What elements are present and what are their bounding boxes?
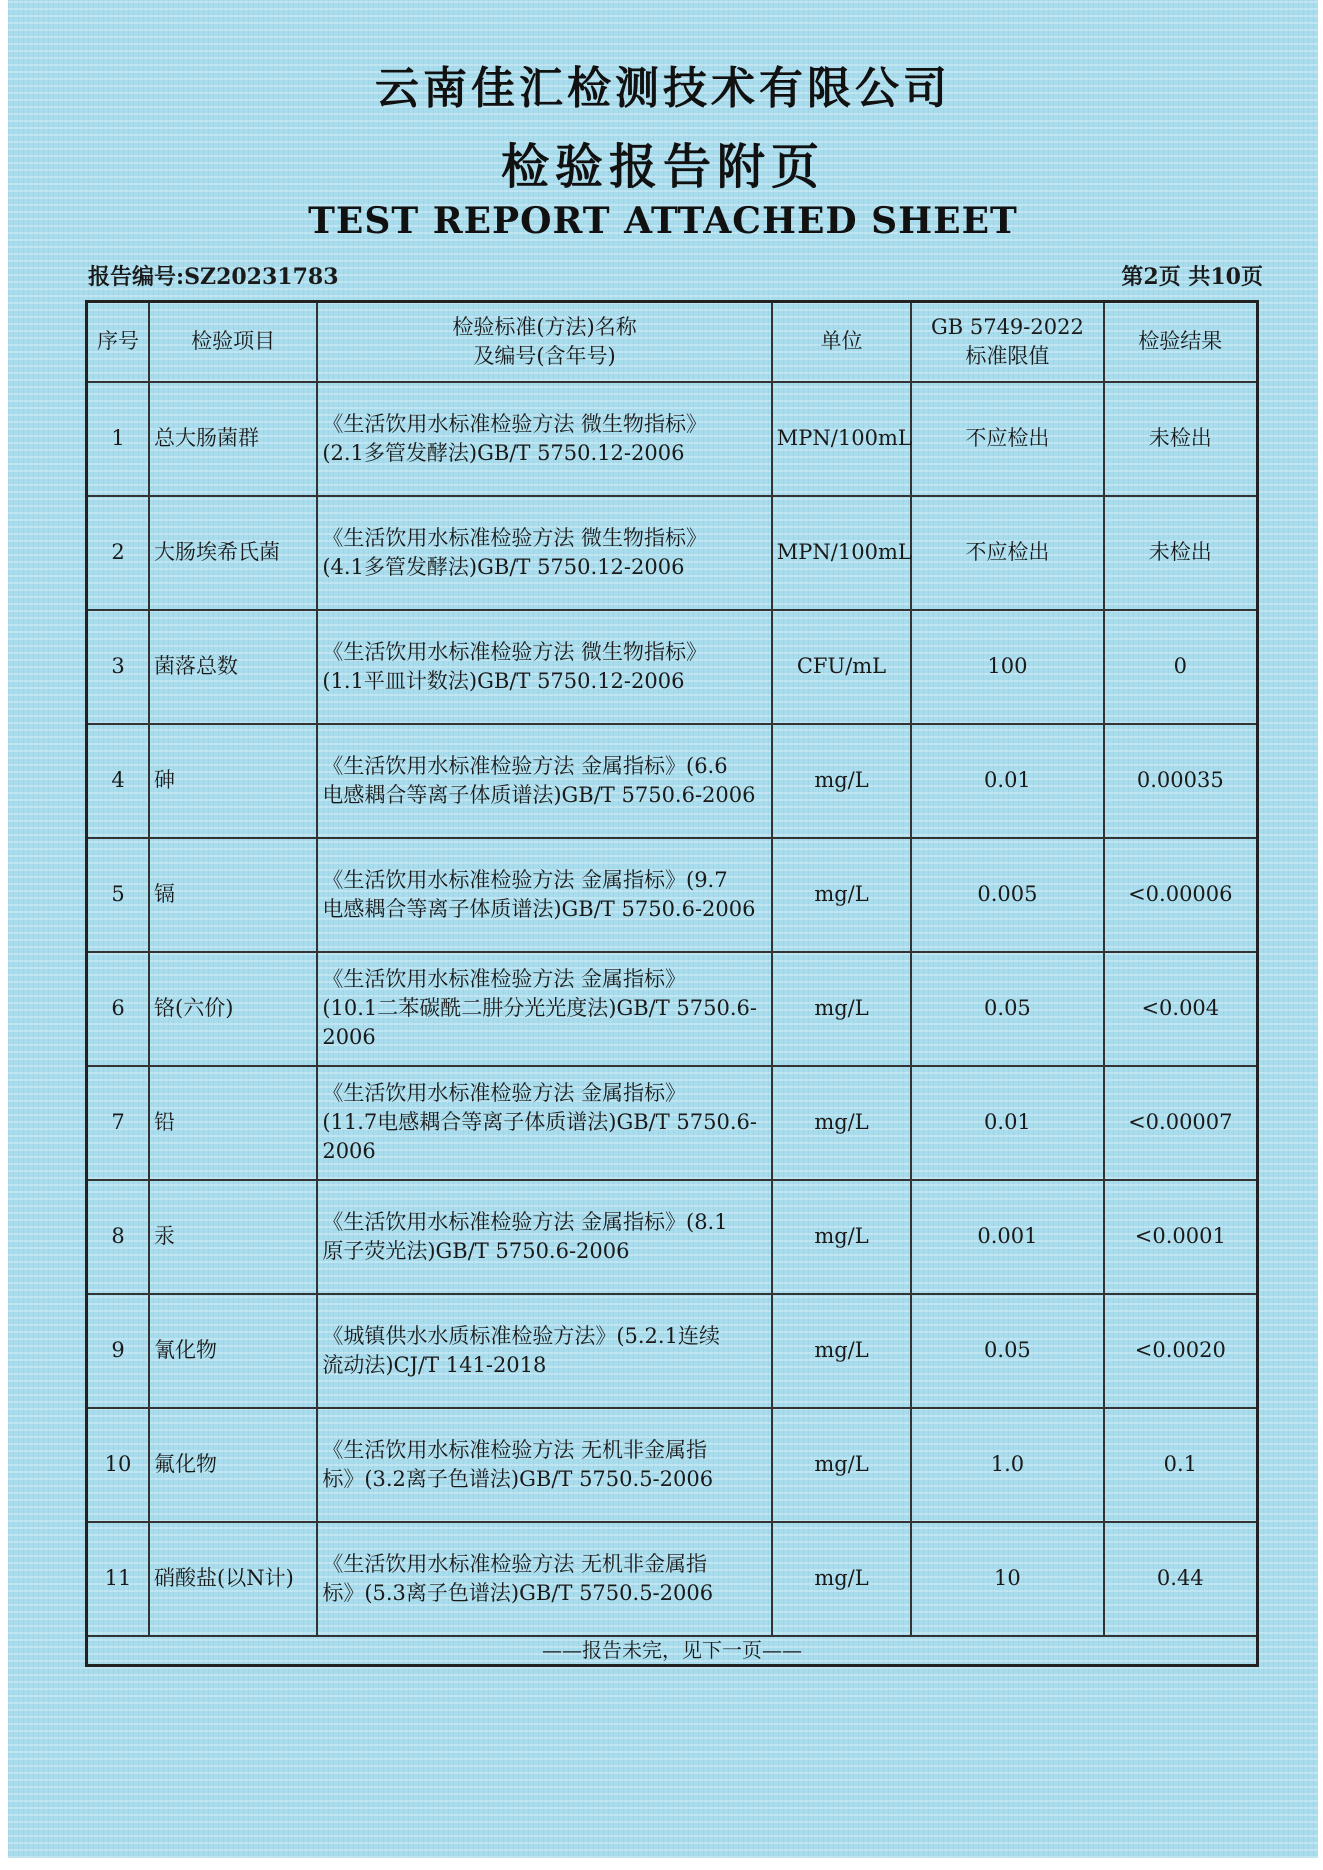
page-title-english: TEST REPORT ATTACHED SHEET (308, 200, 1018, 242)
cell-item: 大肠埃希氏菌 (149, 496, 317, 610)
method-line: (11.7电感耦合等离子体质谱法)GB/T 5750.6- (322, 1110, 758, 1134)
cell-seq: 10 (87, 1408, 150, 1522)
col-header-method-line1: 检验标准(方法)名称 (452, 314, 637, 339)
col-header-limit (911, 302, 1103, 382)
cell-limit: 不应检出 (911, 382, 1103, 496)
method-line: 流动法)CJ/T 141-2018 (322, 1352, 547, 1377)
cell-method (317, 496, 771, 610)
cell-item: 铬(六价) (149, 952, 317, 1066)
cell-result: <0.00007 (1104, 1066, 1258, 1180)
cell-item: 总大肠菌群 (149, 382, 317, 496)
method-line: (1.1平皿计数法)GB/T 5750.12-2006 (322, 668, 685, 693)
report-number: 报告编号:SZ20231783 (88, 264, 339, 290)
cell-result: 0 (1104, 610, 1258, 724)
table-row (87, 838, 1258, 952)
cell-limit: 0.001 (911, 1180, 1103, 1294)
cell-seq: 1 (87, 382, 150, 496)
method-line: 原子荧光法)GB/T 5750.6-2006 (322, 1238, 630, 1263)
cell-unit: mg/L (772, 724, 911, 838)
method-line: 《生活饮用水标准检验方法 金属指标》 (322, 1081, 687, 1105)
cell-result: <0.00006 (1104, 838, 1258, 952)
method-line: (10.1二苯碳酰二肼分光光度法)GB/T 5750.6- (322, 996, 758, 1020)
cell-item: 砷 (149, 724, 317, 838)
cell-seq: 2 (87, 496, 150, 610)
cell-seq: 8 (87, 1180, 150, 1294)
cell-method (317, 1294, 771, 1408)
method-line: 《生活饮用水标准检验方法 无机非金属指 (322, 1551, 708, 1576)
method-line: 《生活饮用水标准检验方法 金属指标》 (322, 967, 687, 991)
cell-item: 铅 (149, 1066, 317, 1180)
cell-result: 未检出 (1104, 496, 1258, 610)
method-line: 电感耦合等离子体质谱法)GB/T 5750.6-2006 (322, 896, 756, 921)
table-row (87, 1294, 1258, 1408)
table-row (87, 496, 1258, 610)
method-line: (2.1多管发酵法)GB/T 5750.12-2006 (322, 440, 685, 465)
method-line: 《城镇供水水质标准检验方法》(5.2.1连续 (322, 1323, 720, 1348)
col-header-method (317, 302, 771, 382)
col-header-limit-line1: GB 5749-2022 (930, 314, 1084, 339)
method-line: 《生活饮用水标准检验方法 微生物指标》 (322, 525, 708, 550)
cell-limit: 0.05 (911, 952, 1103, 1066)
method-line: 《生活饮用水标准检验方法 无机非金属指 (322, 1437, 708, 1462)
cell-method (317, 1180, 771, 1294)
cell-limit: 0.01 (911, 1066, 1103, 1180)
method-line: 2006 (322, 1025, 376, 1049)
cell-result: 0.1 (1104, 1408, 1258, 1522)
method-line: (4.1多管发酵法)GB/T 5750.12-2006 (322, 554, 685, 579)
cell-limit: 0.05 (911, 1294, 1103, 1408)
company-name: 云南佳汇检测技术有限公司 (375, 63, 951, 114)
table-row (87, 1408, 1258, 1522)
cell-unit: mg/L (772, 1066, 911, 1180)
table-row (87, 952, 1258, 1066)
cell-item: 硝酸盐(以N计) (149, 1522, 317, 1636)
cell-result: <0.0001 (1104, 1180, 1258, 1294)
cell-unit: mg/L (772, 838, 911, 952)
cell-limit: 100 (911, 610, 1103, 724)
page-title: 检验报告附页 (500, 139, 825, 195)
cell-unit: mg/L (772, 1408, 911, 1522)
cell-seq: 4 (87, 724, 150, 838)
method-line: 《生活饮用水标准检验方法 金属指标》(9.7 (322, 867, 728, 892)
table-row (87, 1522, 1258, 1636)
report-sheet (8, 0, 1318, 1858)
method-line: 标》(5.3离子色谱法)GB/T 5750.5-2006 (322, 1580, 714, 1605)
table-row (87, 1180, 1258, 1294)
cell-result: 0.44 (1104, 1522, 1258, 1636)
cell-unit: MPN/100mL (772, 496, 911, 610)
method-line: 电感耦合等离子体质谱法)GB/T 5750.6-2006 (322, 782, 756, 807)
cell-limit: 0.01 (911, 724, 1103, 838)
method-line: 《生活饮用水标准检验方法 金属指标》(8.1 (322, 1209, 728, 1234)
col-header-method-line2: 及编号(含年号) (473, 343, 616, 368)
cell-result: 0.00035 (1104, 724, 1258, 838)
cell-item: 菌落总数 (149, 610, 317, 724)
method-line: 2006 (322, 1139, 376, 1163)
cell-unit: mg/L (772, 1180, 911, 1294)
cell-limit: 1.0 (911, 1408, 1103, 1522)
cell-seq: 6 (87, 952, 150, 1066)
cell-item: 氟化物 (149, 1408, 317, 1522)
method-line: 《生活饮用水标准检验方法 微生物指标》 (322, 411, 708, 436)
cell-method (317, 1522, 771, 1636)
cell-seq: 3 (87, 610, 150, 724)
table-row (87, 724, 1258, 838)
cell-unit: CFU/mL (772, 610, 911, 724)
col-header-item: 检验项目 (149, 302, 317, 382)
col-header-limit-line2: 标准限值 (965, 343, 1050, 368)
cell-unit: mg/L (772, 1294, 911, 1408)
cell-seq: 9 (87, 1294, 150, 1408)
col-header-seq: 序号 (87, 302, 150, 382)
table-row (87, 1066, 1258, 1180)
table-footer-row (87, 1636, 1258, 1666)
method-line: 《生活饮用水标准检验方法 微生物指标》 (322, 639, 708, 664)
cell-unit: mg/L (772, 952, 911, 1066)
cell-method (317, 838, 771, 952)
cell-method (317, 382, 771, 496)
cell-seq: 5 (87, 838, 150, 952)
table-header-row (87, 302, 1258, 382)
continued-note: ——报告未完，见下一页—— (87, 1636, 1258, 1666)
cell-seq: 7 (87, 1066, 150, 1180)
col-header-unit: 单位 (772, 302, 911, 382)
cell-item: 氰化物 (149, 1294, 317, 1408)
cell-method (317, 724, 771, 838)
col-header-result: 检验结果 (1104, 302, 1258, 382)
cell-method (317, 610, 771, 724)
table-row (87, 610, 1258, 724)
cell-limit: 不应检出 (911, 496, 1103, 610)
method-line: 《生活饮用水标准检验方法 金属指标》(6.6 (322, 753, 728, 778)
cell-result: 未检出 (1104, 382, 1258, 496)
results-table (85, 300, 1259, 1667)
cell-method (317, 952, 771, 1066)
cell-limit: 0.005 (911, 838, 1103, 952)
cell-result: <0.0020 (1104, 1294, 1258, 1408)
method-line: 标》(3.2离子色谱法)GB/T 5750.5-2006 (322, 1466, 714, 1491)
table-row (87, 382, 1258, 496)
cell-seq: 11 (87, 1522, 150, 1636)
cell-item: 汞 (149, 1180, 317, 1294)
page-indicator: 第2页 共10页 (1121, 264, 1263, 290)
cell-limit: 10 (911, 1522, 1103, 1636)
cell-unit: MPN/100mL (772, 382, 911, 496)
cell-method (317, 1066, 771, 1180)
cell-result: <0.004 (1104, 952, 1258, 1066)
cell-unit: mg/L (772, 1522, 911, 1636)
cell-method (317, 1408, 771, 1522)
cell-item: 镉 (149, 838, 317, 952)
